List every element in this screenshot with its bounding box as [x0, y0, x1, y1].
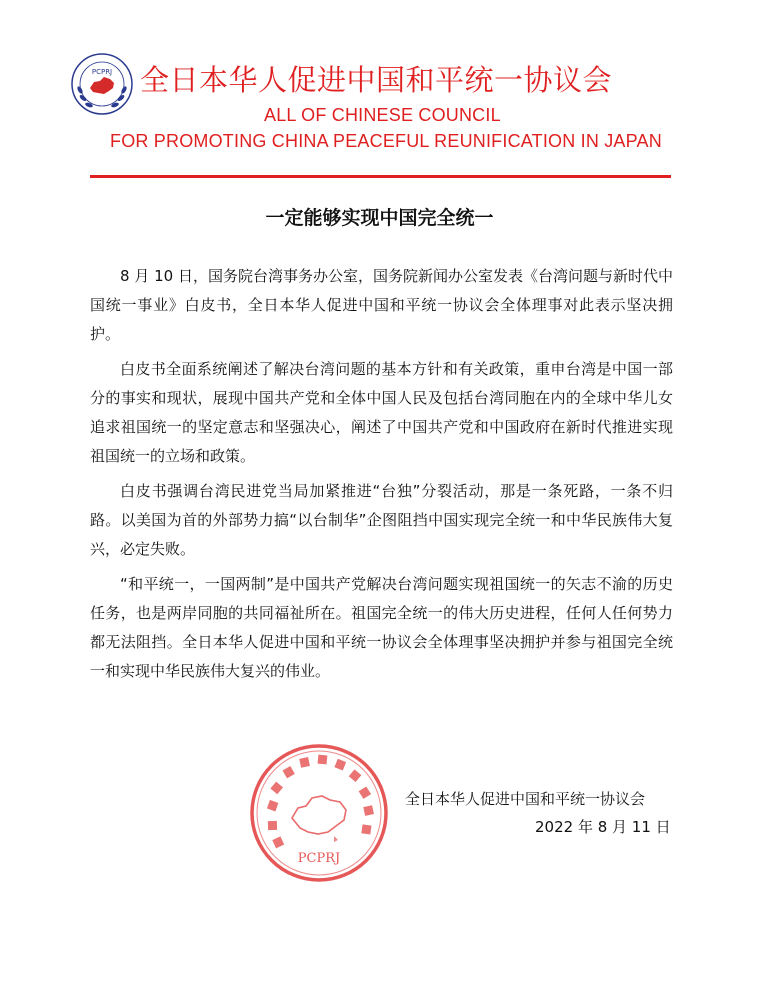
paragraph: 白皮书强调台湾民进党当局加紧推进“台独”分裂活动，那是一条死路，一条不归路。以美国为首的外部势力搞“以台制华”企图阻挡中国实现完全统一和中华民族伟大复兴，必定失败。: [90, 482, 673, 558]
official-seal-icon: [248, 742, 390, 884]
paragraph: 8 月 10 日，国务院台湾事务办公室，国务院新闻办公室发表《台湾问题与新时代中国统一事业》白皮书，全日本华人促进中国和平统一协议会全体理事对此表示坚决拥护。: [90, 267, 673, 343]
council-name-en-line2: FOR PROMOTING CHINA PEACEFUL REUNIFICATION IN JAPAN: [110, 131, 662, 151]
council-name-cn: 全日本华人促进中国和平统一协议会: [140, 63, 613, 97]
logo-abbr: PCPRJ: [91, 68, 113, 76]
document-title: 一定能够实现中国完全统一: [265, 207, 494, 229]
document-body: [90, 262, 673, 692]
signature-date: 2022 年 8 月 11 日: [535, 818, 671, 836]
header-divider: [90, 175, 671, 178]
official-seal: [248, 742, 390, 884]
paragraph: “和平统一，一国两制”是中国共产党解决台湾问题实现祖国统一的矢志不渝的历史任务，也是两岸同胞的共同福祉所在。祖国完全统一的伟大历史进程，任何人任何势力都无法阻挡。全日本华人促进中国和平统一协议会全体理事坚决拥护并参与祖国完全统一和实现中华民族伟大复兴的伟业。: [90, 575, 673, 680]
council-emblem-icon: [70, 52, 134, 116]
signature-org: 全日本华人促进中国和平统一协议会: [405, 790, 646, 808]
council-logo: [70, 52, 134, 116]
paragraph: 白皮书全面系统阐述了解决台湾问题的基本方针和有关政策，重申台湾是中国一部分的事实和现状，展现中国共产党和全体中国人民及包括台湾同胞在内的全球中华儿女追求祖国统一的坚定意志和坚强决心，阐述了中国共产党和中国政府在新时代推进实现祖国统一的立场和政策。: [90, 360, 673, 465]
seal-abbr: PCPRJ: [297, 851, 341, 866]
council-name-en-line1: ALL OF CHINESE COUNCIL: [264, 105, 501, 125]
